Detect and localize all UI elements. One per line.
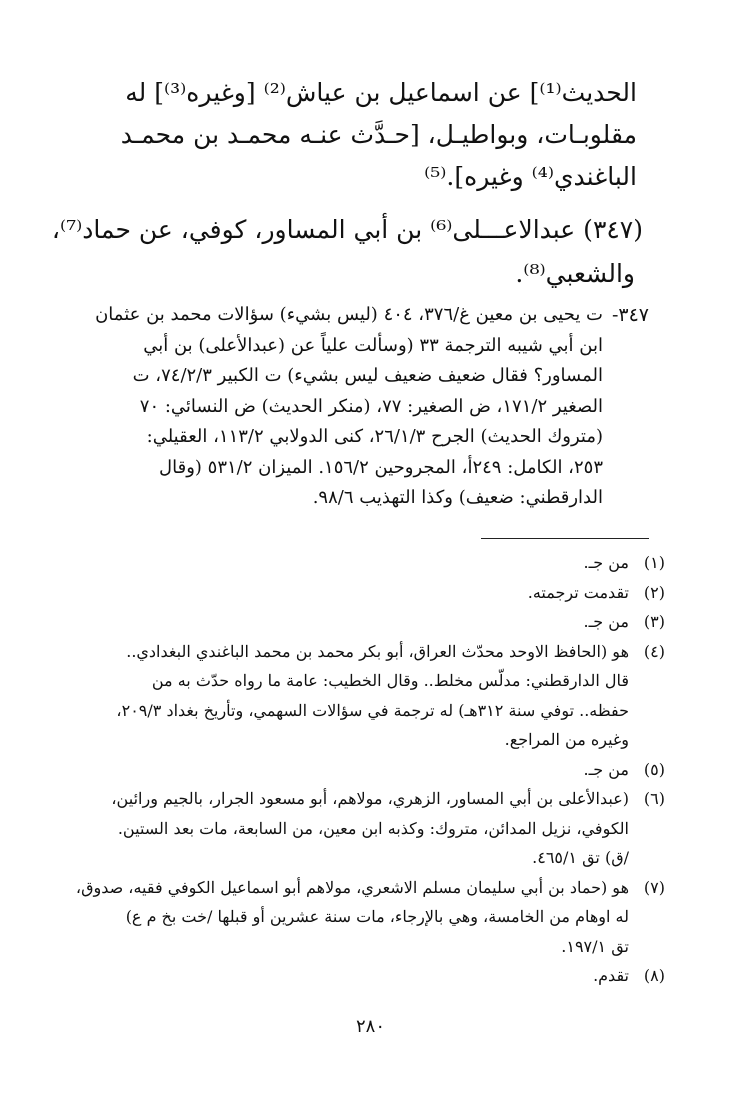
footnote-line: من جـ. [583,612,629,631]
page-number: ٢٨٠ [355,1016,385,1037]
footnote [65,755,665,785]
footnote [65,961,665,991]
footnote-line: وغيره من المراجع. [504,730,629,749]
commentary-line: (متروك الحديث) الجرح ٢٦/١/٣، كنى الدولابي ١١٣/٢، العقيلي: [146,426,603,447]
footnote-line: من جـ. [583,759,629,779]
footnote-line: تق ١٩٧/١. [561,936,629,956]
footnote-line: تقدمت ترجمته. [527,582,629,602]
footnote-line: (عبدالأعلى بن أبي المساور، الزهري، مولاهم، أبو مسعود الجرار، بالجيم ورائين، [111,789,629,808]
footnote-number: (٤) [643,641,665,661]
footnote-separator [481,538,649,539]
footnote-line: قال الدارقطني: مدلّس مخلط.. وقال الخطيب: عامة ما رواه حدّث به من [151,671,629,690]
footnote-line: تقدم. [593,966,629,985]
commentary-block [29,300,649,514]
footnote-number: (٥) [643,759,665,779]
main-text [51,72,643,296]
footnote-number: (٨) [643,966,665,985]
commentary-line: الدارقطني: ضعيف) وكذا التهذيب ٩٨/٦. [312,487,603,508]
commentary-line: ابن أبي شيبه الترجمة ٣٣ (وسألت علياً عن (عبدالأعلى) بن أبي [143,334,603,356]
footnote-line: الكوفي، نزيل المدائن، متروك: وكذبه ابن معين، من السابعة، مات بعد الستين. [117,818,629,838]
commentary-line: ٢٥٣، الكامل: ٢٤٩أ، المجروحين ١٥٦/٢. الميزان ٥٣١/٢ (وقال [159,456,603,478]
footnotes [65,548,665,991]
footnote [65,784,665,873]
main-paragraph [77,72,637,198]
commentary-number: ٣٤٧- [611,304,649,326]
footnote-line: /ق) تق ٤٦٥/١. [532,848,629,867]
text-line: الباغندي⁽⁴⁾ وغيره].⁽⁵⁾ [424,162,637,191]
footnote [65,873,665,962]
entry-line: والشعبي⁽⁸⁾. [515,259,635,288]
commentary-line: ت يحيى بن معين غ/٣٧٦، ٤٠٤ (ليس بشيء) سؤالات محمد بن عثمان [95,304,603,325]
commentary-body [29,300,603,514]
footnote [65,548,665,578]
footnote-number: (٣) [643,612,665,631]
text-line: مقلوبـات، وبواطيـل، [حـدَّث عنـه محمـد بن محمـد [120,120,637,149]
footnote-line: له اوهام من الخامسة، وهي بالإرجاء، مات سنة عشرين أو قبلها /خت بخ م ع) [125,907,629,926]
footnote-line: هو (حماد بن أبي سليمان مسلم الاشعري، مولاهم أبو اسماعيل الكوفي فقيه، صدوق، [75,877,629,897]
entry-heading-line: (٣٤٧) عبدالاعـــلى⁽⁶⁾ بن أبي المساور، كوفي، عن حماد⁽⁷⁾، [51,215,643,244]
footnote-line: حفظه.. توفي سنة ٣١٢هـ) له ترجمة في سؤالات السهمي، وتأريخ بغداد ٢٠٩/٣، [116,700,629,720]
text-line: الحديث⁽¹⁾] عن اسماعيل بن عياش⁽²⁾ [وغيره⁽³⁾] له [125,78,637,107]
footnote-number: (٧) [643,877,665,897]
footnote [65,578,665,608]
footnote-number: (٢) [643,582,665,602]
biography-entry [51,208,643,296]
footnote [65,637,665,755]
commentary-line: المساور؟ فقال ضعيف ضعيف ليس بشيء) ت الكبير ٧٤/٢/٣، ت [132,365,603,386]
footnote [65,607,665,637]
commentary-line: الصغير ١٧١/٢، ض الصغير: ٧٧، (منكر الحديث) ض النسائي: ٧٠ [139,395,603,417]
footnote-line: من جـ. [583,553,629,572]
footnote-number: (١) [643,553,665,572]
footnote-number: (٦) [643,789,665,808]
footnote-line: هو (الحافظ الاوحد محدّث العراق، أبو بكر محمد بن محمد الباغندي البغدادي.. [126,641,629,661]
